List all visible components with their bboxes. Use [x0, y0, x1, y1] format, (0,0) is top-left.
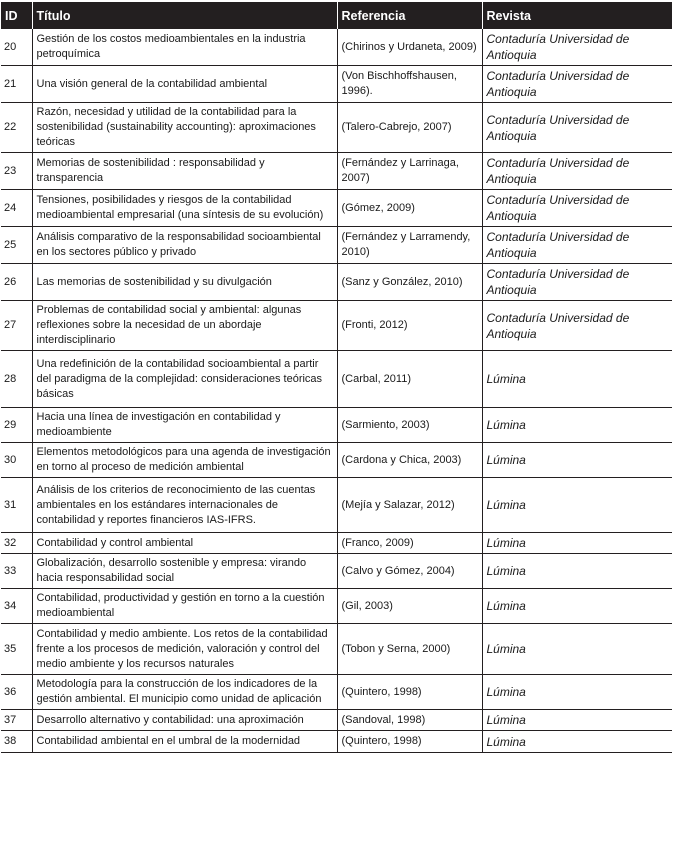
cell-id: 36: [1, 675, 32, 710]
cell-title: Problemas de contabilidad social y ambiental: algunas reflexiones sobre la necesidad de un abordaje interdisciplinario: [32, 301, 337, 351]
table-row: [1, 589, 672, 624]
table-row: [1, 190, 672, 227]
cell-id: 20: [1, 29, 32, 66]
cell-id: 26: [1, 264, 32, 301]
table-row: [1, 301, 672, 351]
cell-reference: (Tobon y Serna, 2000): [337, 624, 482, 675]
cell-title: Contabilidad y medio ambiente. Los retos de la contabilidad frente a los procesos de medición, valoración y control del medio ambiente y los recursos naturales: [32, 624, 337, 675]
cell-reference: (Fernández y Larrinaga, 2007): [337, 153, 482, 190]
cell-journal: Lúmina: [482, 533, 672, 554]
cell-journal: Contaduría Universidad de Antioquia: [482, 29, 672, 66]
cell-reference: (Sarmiento, 2003): [337, 408, 482, 443]
table-row: [1, 478, 672, 533]
cell-journal: Contaduría Universidad de Antioquia: [482, 227, 672, 264]
cell-reference: (Cardona y Chica, 2003): [337, 443, 482, 478]
cell-title: Globalización, desarrollo sostenible y empresa: virando hacia responsabilidad social: [32, 554, 337, 589]
cell-reference: (Sanz y González, 2010): [337, 264, 482, 301]
cell-reference: (Quintero, 1998): [337, 675, 482, 710]
table-row: [1, 153, 672, 190]
cell-journal: Lúmina: [482, 408, 672, 443]
cell-id: 37: [1, 710, 32, 731]
table-row: [1, 624, 672, 675]
cell-title: Análisis de los criterios de reconocimiento de las cuentas ambientales en los estándares internacionales de contabilidad y reportes financieros IAS-IFRS.: [32, 478, 337, 533]
cell-journal: Lúmina: [482, 443, 672, 478]
cell-title: Metodología para la construcción de los indicadores de la gestión ambiental. El municipio como unidad de aplicación: [32, 675, 337, 710]
cell-reference: (Franco, 2009): [337, 533, 482, 554]
cell-journal: Lúmina: [482, 624, 672, 675]
table-row: [1, 103, 672, 153]
table-row: [1, 408, 672, 443]
cell-id: 21: [1, 66, 32, 103]
cell-journal: Contaduría Universidad de Antioquia: [482, 190, 672, 227]
cell-reference: (Gómez, 2009): [337, 190, 482, 227]
cell-journal: Lúmina: [482, 589, 672, 624]
cell-title: Elementos metodológicos para una agenda de investigación en torno al proceso de medición ambiental: [32, 443, 337, 478]
table-row: [1, 29, 672, 66]
cell-reference: (Calvo y Gómez, 2004): [337, 554, 482, 589]
table-row: [1, 675, 672, 710]
table-row: [1, 351, 672, 408]
table-row: [1, 66, 672, 103]
cell-id: 27: [1, 301, 32, 351]
cell-journal: Contaduría Universidad de Antioquia: [482, 103, 672, 153]
cell-title: Una redefinición de la contabilidad socioambiental a partir del paradigma de la complejidad: consideraciones teóricas básicas: [32, 351, 337, 408]
cell-id: 30: [1, 443, 32, 478]
cell-id: 24: [1, 190, 32, 227]
table-row: [1, 264, 672, 301]
cell-reference: (Quintero, 1998): [337, 731, 482, 753]
cell-id: 22: [1, 103, 32, 153]
cell-title: Hacia una línea de investigación en contabilidad y medioambiente: [32, 408, 337, 443]
cell-reference: (Fronti, 2012): [337, 301, 482, 351]
cell-title: Análisis comparativo de la responsabilidad socioambiental en los sectores público y privado: [32, 227, 337, 264]
cell-journal: Lúmina: [482, 351, 672, 408]
cell-title: Gestión de los costos medioambientales en la industria petroquímica: [32, 29, 337, 66]
cell-title: Memorias de sostenibilidad : responsabilidad y transparencia: [32, 153, 337, 190]
table-row: [1, 731, 672, 753]
cell-id: 28: [1, 351, 32, 408]
cell-id: 38: [1, 731, 32, 753]
cell-id: 35: [1, 624, 32, 675]
cell-title: Desarrollo alternativo y contabilidad: una aproximación: [32, 710, 337, 731]
cell-title: Tensiones, posibilidades y riesgos de la contabilidad medioambiental empresarial (una síntesis de su evolución): [32, 190, 337, 227]
cell-reference: (Talero-Cabrejo, 2007): [337, 103, 482, 153]
cell-id: 31: [1, 478, 32, 533]
header-row: [1, 2, 672, 29]
cell-title: Contabilidad, productividad y gestión en torno a la cuestión medioambiental: [32, 589, 337, 624]
cell-journal: Lúmina: [482, 710, 672, 731]
cell-reference: (Chirinos y Urdaneta, 2009): [337, 29, 482, 66]
header-reference: Referencia: [337, 2, 482, 29]
cell-reference: (Fernández y Larramendy, 2010): [337, 227, 482, 264]
cell-id: 32: [1, 533, 32, 554]
header-journal: Revista: [482, 2, 672, 29]
table-row: [1, 554, 672, 589]
header-title: Título: [32, 2, 337, 29]
cell-journal: Lúmina: [482, 554, 672, 589]
cell-id: 25: [1, 227, 32, 264]
cell-reference: (Von Bischhoffshausen, 1996).: [337, 66, 482, 103]
cell-title: Razón, necesidad y utilidad de la contabilidad para la sostenibilidad (sustainability accounting): aproximaciones teóricas: [32, 103, 337, 153]
cell-id: 29: [1, 408, 32, 443]
cell-journal: Lúmina: [482, 478, 672, 533]
table-row: [1, 533, 672, 554]
cell-reference: (Carbal, 2011): [337, 351, 482, 408]
cell-title: Contabilidad y control ambiental: [32, 533, 337, 554]
header-id: ID: [1, 2, 32, 29]
cell-title: Una visión general de la contabilidad ambiental: [32, 66, 337, 103]
cell-journal: Contaduría Universidad de Antioquia: [482, 153, 672, 190]
cell-journal: Contaduría Universidad de Antioquia: [482, 264, 672, 301]
cell-reference: (Gil, 2003): [337, 589, 482, 624]
table-row: [1, 227, 672, 264]
cell-id: 23: [1, 153, 32, 190]
table-row: [1, 443, 672, 478]
cell-id: 34: [1, 589, 32, 624]
cell-journal: Lúmina: [482, 675, 672, 710]
cell-journal: Contaduría Universidad de Antioquia: [482, 301, 672, 351]
references-table: [1, 2, 672, 753]
cell-reference: (Sandoval, 1998): [337, 710, 482, 731]
table-row: [1, 710, 672, 731]
cell-title: Las memorias de sostenibilidad y su divulgación: [32, 264, 337, 301]
cell-journal: Contaduría Universidad de Antioquia: [482, 66, 672, 103]
cell-journal: Lúmina: [482, 731, 672, 753]
cell-title: Contabilidad ambiental en el umbral de la modernidad: [32, 731, 337, 753]
cell-id: 33: [1, 554, 32, 589]
cell-reference: (Mejía y Salazar, 2012): [337, 478, 482, 533]
